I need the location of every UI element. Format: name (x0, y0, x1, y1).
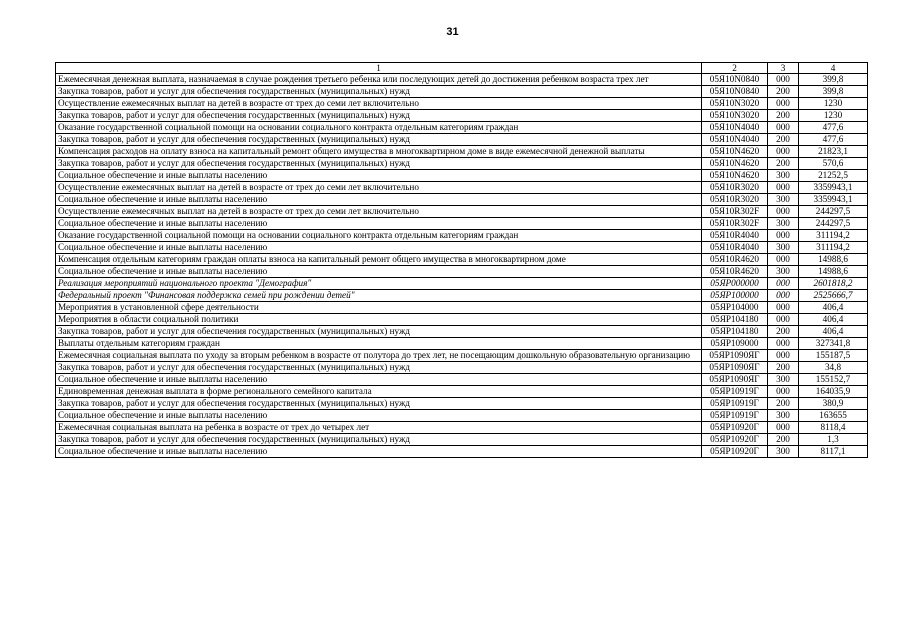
row-sum-cell: 2525666,7 (799, 290, 868, 302)
table-row (56, 254, 868, 266)
row-kvr-cell: 300 (768, 218, 799, 230)
table-row (56, 86, 868, 98)
row-code-cell: 05Я10N3020 (702, 98, 768, 110)
row-kvr-cell: 300 (768, 446, 799, 458)
row-kvr-cell: 200 (768, 398, 799, 410)
row-code-cell: 05ЯР10920Г (702, 446, 768, 458)
row-sum-cell: 8118,4 (799, 422, 868, 434)
table-row (56, 362, 868, 374)
table-row (56, 434, 868, 446)
page-number: 31 (446, 26, 459, 38)
table-row (56, 134, 868, 146)
row-name-cell: Закупка товаров, работ и услуг для обеспечения государственных (муниципальных) нужд (56, 398, 702, 410)
row-code-cell: 05ЯР000000 (702, 278, 768, 290)
row-name-cell: Закупка товаров, работ и услуг для обеспечения государственных (муниципальных) нужд (56, 110, 702, 122)
row-sum-cell: 14988,6 (799, 254, 868, 266)
row-name-cell: Мероприятия в области социальной политики (56, 314, 702, 326)
row-name-cell: Оказание государственной социальной помощи на основании социального контракта отдельным категориям граждан (56, 122, 702, 134)
row-name-cell: Реализация мероприятий национального проекта "Демография" (56, 278, 702, 290)
row-kvr-cell: 300 (768, 194, 799, 206)
row-kvr-cell: 200 (768, 86, 799, 98)
row-sum-cell: 406,4 (799, 302, 868, 314)
row-sum-cell: 21823,1 (799, 146, 868, 158)
row-name-cell: Осуществление ежемесячных выплат на детей в возрасте от трех до семи лет включительно (56, 206, 702, 218)
row-kvr-cell: 200 (768, 434, 799, 446)
row-sum-cell: 34,8 (799, 362, 868, 374)
row-name-cell: Закупка товаров, работ и услуг для обеспечения государственных (муниципальных) нужд (56, 326, 702, 338)
row-sum-cell: 155152,7 (799, 374, 868, 386)
row-kvr-cell: 300 (768, 410, 799, 422)
row-name-cell: Закупка товаров, работ и услуг для обеспечения государственных (муниципальных) нужд (56, 158, 702, 170)
row-code-cell: 05ЯР1090ЯГ (702, 362, 768, 374)
row-name-cell: Федеральный проект "Финансовая поддержка семей при рождении детей" (56, 290, 702, 302)
row-name-cell: Ежемесячная денежная выплата, назначаемая в случае рождения третьего ребенка или последующих детей до достижения ребенком возраста трех лет (56, 74, 702, 86)
table-row (56, 278, 868, 290)
row-code-cell: 05ЯР104000 (702, 302, 768, 314)
row-code-cell: 05ЯР109000 (702, 338, 768, 350)
row-sum-cell: 1230 (799, 98, 868, 110)
row-kvr-cell: 000 (768, 74, 799, 86)
row-sum-cell: 570,6 (799, 158, 868, 170)
row-name-cell: Социальное обеспечение и иные выплаты населению (56, 446, 702, 458)
row-sum-cell: 8117,1 (799, 446, 868, 458)
row-code-cell: 05ЯР10919Г (702, 398, 768, 410)
row-kvr-cell: 200 (768, 134, 799, 146)
row-code-cell: 05ЯР10919Г (702, 410, 768, 422)
row-name-cell: Закупка товаров, работ и услуг для обеспечения государственных (муниципальных) нужд (56, 434, 702, 446)
row-name-cell: Ежемесячная социальная выплата по уходу за вторым ребенком в возрасте от полутора до трех лет, не посещающим дошкольную образовательную организацию (56, 350, 702, 362)
column-header-1: 1 (56, 63, 702, 74)
row-name-cell: Социальное обеспечение и иные выплаты населению (56, 218, 702, 230)
table-row (56, 218, 868, 230)
row-name-cell: Ежемесячная социальная выплата на ребенка в возрасте от трех до четырех лет (56, 422, 702, 434)
row-kvr-cell: 000 (768, 314, 799, 326)
row-code-cell: 05Я10R302F (702, 218, 768, 230)
row-sum-cell: 3359943,1 (799, 182, 868, 194)
row-kvr-cell: 300 (768, 170, 799, 182)
row-code-cell: 05ЯР100000 (702, 290, 768, 302)
row-code-cell: 05Я10R3020 (702, 182, 768, 194)
table-row (56, 314, 868, 326)
table-row (56, 446, 868, 458)
row-code-cell: 05Я10R4040 (702, 230, 768, 242)
row-sum-cell: 406,4 (799, 314, 868, 326)
row-sum-cell: 311194,2 (799, 242, 868, 254)
row-kvr-cell: 000 (768, 422, 799, 434)
row-name-cell: Социальное обеспечение и иные выплаты населению (56, 410, 702, 422)
row-kvr-cell: 200 (768, 158, 799, 170)
table-row (56, 170, 868, 182)
table-row (56, 338, 868, 350)
row-sum-cell: 406,4 (799, 326, 868, 338)
row-name-cell: Закупка товаров, работ и услуг для обеспечения государственных (муниципальных) нужд (56, 86, 702, 98)
row-name-cell: Мероприятия в установленной сфере деятельности (56, 302, 702, 314)
row-kvr-cell: 000 (768, 278, 799, 290)
row-code-cell: 05Я10R4620 (702, 254, 768, 266)
row-sum-cell: 21252,5 (799, 170, 868, 182)
row-sum-cell: 327341,8 (799, 338, 868, 350)
row-sum-cell: 3359943,1 (799, 194, 868, 206)
row-name-cell: Социальное обеспечение и иные выплаты населению (56, 374, 702, 386)
row-kvr-cell: 000 (768, 338, 799, 350)
row-code-cell: 05ЯР104180 (702, 314, 768, 326)
table-row (56, 110, 868, 122)
row-sum-cell: 399,8 (799, 86, 868, 98)
row-kvr-cell: 000 (768, 230, 799, 242)
row-sum-cell: 399,8 (799, 74, 868, 86)
column-header-2: 2 (702, 63, 768, 74)
row-code-cell: 05Я10R302F (702, 206, 768, 218)
row-name-cell: Компенсация расходов на оплату взноса на капитальный ремонт общего имущества в многоквартирном доме в виде ежемесячной денежной выплаты (56, 146, 702, 158)
row-kvr-cell: 000 (768, 254, 799, 266)
row-kvr-cell: 000 (768, 302, 799, 314)
row-name-cell: Социальное обеспечение и иные выплаты населению (56, 194, 702, 206)
row-sum-cell: 163655 (799, 410, 868, 422)
column-header-3: 3 (768, 63, 799, 74)
row-name-cell: Единовременная денежная выплата в форме регионального семейного капитала (56, 386, 702, 398)
table-row (56, 158, 868, 170)
table-row (56, 302, 868, 314)
row-name-cell: Закупка товаров, работ и услуг для обеспечения государственных (муниципальных) нужд (56, 362, 702, 374)
table-row (56, 242, 868, 254)
row-sum-cell: 155187,5 (799, 350, 868, 362)
row-sum-cell: 1,3 (799, 434, 868, 446)
row-code-cell: 05Я10N3020 (702, 110, 768, 122)
row-name-cell: Закупка товаров, работ и услуг для обеспечения государственных (муниципальных) нужд (56, 134, 702, 146)
row-sum-cell: 477,6 (799, 122, 868, 134)
row-code-cell: 05ЯР1090ЯГ (702, 374, 768, 386)
row-kvr-cell: 300 (768, 242, 799, 254)
budget-table (55, 62, 868, 458)
row-code-cell: 05ЯР104180 (702, 326, 768, 338)
table-row (56, 374, 868, 386)
row-kvr-cell: 000 (768, 146, 799, 158)
table-row (56, 206, 868, 218)
row-code-cell: 05ЯР10920Г (702, 434, 768, 446)
table-row (56, 230, 868, 242)
row-code-cell: 05Я10N4620 (702, 158, 768, 170)
table-row (56, 146, 868, 158)
row-sum-cell: 1230 (799, 110, 868, 122)
row-kvr-cell: 200 (768, 362, 799, 374)
row-code-cell: 05Я10R3020 (702, 194, 768, 206)
row-code-cell: 05Я10R4040 (702, 242, 768, 254)
row-name-cell: Выплаты отдельным категориям граждан (56, 338, 702, 350)
table-row (56, 182, 868, 194)
row-sum-cell: 380,9 (799, 398, 868, 410)
row-name-cell: Осуществление ежемесячных выплат на детей в возрасте от трех до семи лет включительно (56, 98, 702, 110)
row-kvr-cell: 000 (768, 206, 799, 218)
column-number-row (56, 63, 868, 74)
row-sum-cell: 14988,6 (799, 266, 868, 278)
row-kvr-cell: 200 (768, 326, 799, 338)
row-sum-cell: 244297,5 (799, 206, 868, 218)
row-sum-cell: 477,6 (799, 134, 868, 146)
row-kvr-cell: 000 (768, 350, 799, 362)
row-code-cell: 05Я10N0840 (702, 74, 768, 86)
row-sum-cell: 244297,5 (799, 218, 868, 230)
row-code-cell: 05ЯР10920Г (702, 422, 768, 434)
table-row (56, 410, 868, 422)
row-code-cell: 05Я10N4620 (702, 146, 768, 158)
row-name-cell: Осуществление ежемесячных выплат на детей в возрасте от трех до семи лет включительно (56, 182, 702, 194)
row-kvr-cell: 200 (768, 110, 799, 122)
row-kvr-cell: 000 (768, 122, 799, 134)
row-code-cell: 05Я10N4040 (702, 134, 768, 146)
row-code-cell: 05Я10N4620 (702, 170, 768, 182)
table-row (56, 290, 868, 302)
table-row (56, 98, 868, 110)
table-row (56, 422, 868, 434)
row-code-cell: 05Я10N0840 (702, 86, 768, 98)
row-name-cell: Социальное обеспечение и иные выплаты населению (56, 170, 702, 182)
row-code-cell: 05Я10R4620 (702, 266, 768, 278)
row-kvr-cell: 000 (768, 182, 799, 194)
row-name-cell: Социальное обеспечение и иные выплаты населению (56, 266, 702, 278)
table-row (56, 350, 868, 362)
row-kvr-cell: 000 (768, 290, 799, 302)
row-sum-cell: 311194,2 (799, 230, 868, 242)
row-name-cell: Компенсация отдельным категориям граждан оплаты взноса на капитальный ремонт общего имущества в многоквартирном доме (56, 254, 702, 266)
table-row (56, 194, 868, 206)
row-code-cell: 05Я10N4040 (702, 122, 768, 134)
column-header-4: 4 (799, 63, 868, 74)
table-row (56, 74, 868, 86)
row-kvr-cell: 000 (768, 386, 799, 398)
row-name-cell: Оказание государственной социальной помощи на основании социального контракта отдельным категориям граждан (56, 230, 702, 242)
row-kvr-cell: 300 (768, 266, 799, 278)
table-row (56, 398, 868, 410)
row-code-cell: 05ЯР10919Г (702, 386, 768, 398)
row-sum-cell: 2601818,2 (799, 278, 868, 290)
row-kvr-cell: 300 (768, 374, 799, 386)
row-sum-cell: 164035,9 (799, 386, 868, 398)
table-row (56, 266, 868, 278)
table-row (56, 386, 868, 398)
table-row (56, 326, 868, 338)
row-name-cell: Социальное обеспечение и иные выплаты населению (56, 242, 702, 254)
table-row (56, 122, 868, 134)
row-code-cell: 05ЯР1090ЯГ (702, 350, 768, 362)
row-kvr-cell: 000 (768, 98, 799, 110)
